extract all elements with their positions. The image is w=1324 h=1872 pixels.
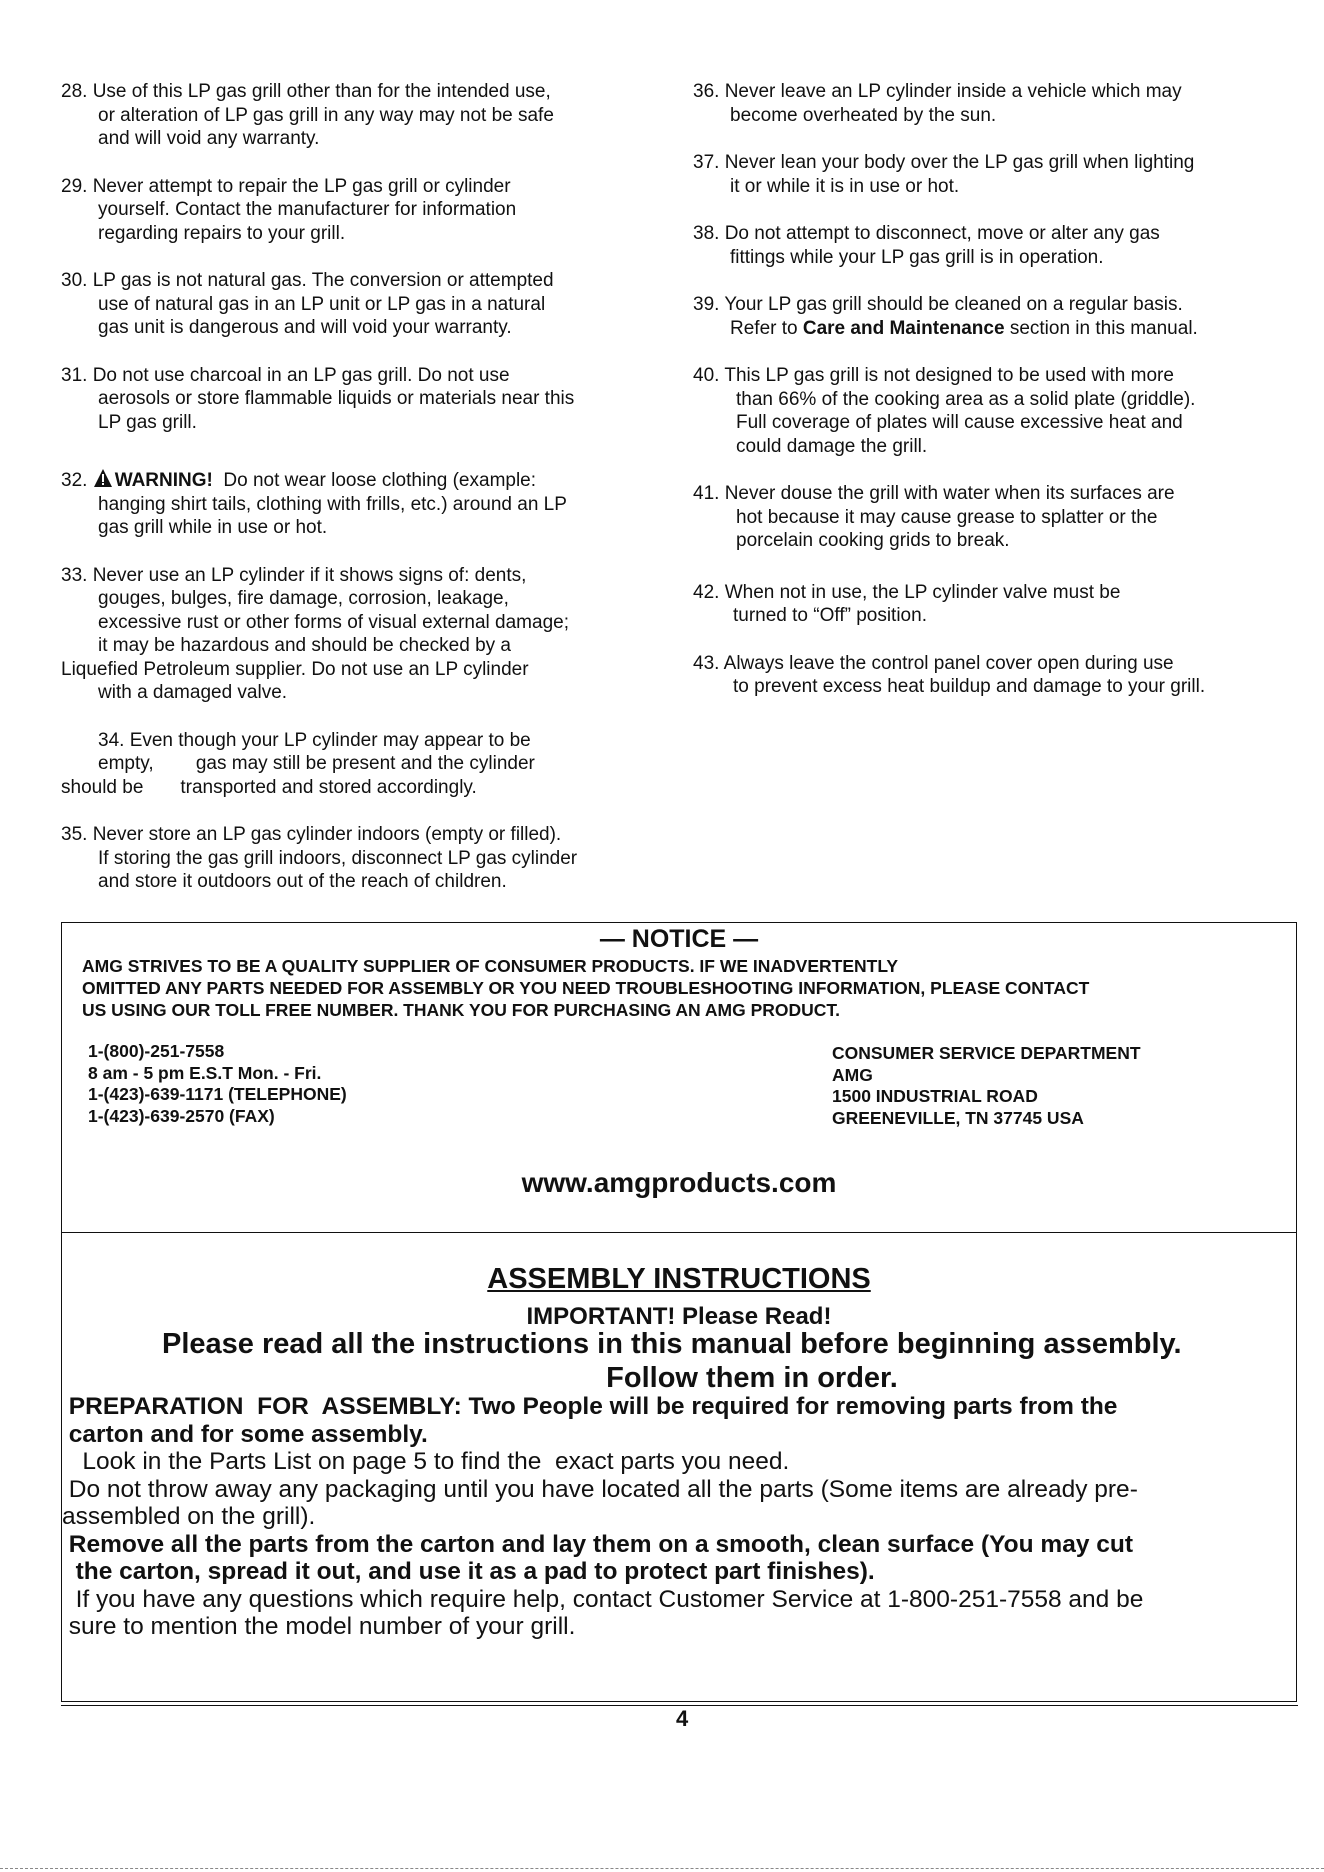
rule-42: 42. When not in use, the LP cylinder valve must be turned to “Off” position. <box>693 581 1121 626</box>
rule-30: 30. LP gas is not natural gas. The conversion or attempted use of natural gas in an LP unit or LP gas in a natural gas unit is dangerous and will void your warranty. <box>61 270 554 338</box>
rule-28: 28. Use of this LP gas grill other than for the intended use, or alteration of LP gas grill in any way may not be safe and will void any warranty. <box>61 81 554 149</box>
rule-40: 40. This LP gas grill is not designed to be used with more than 66% of the cooking area as a solid plate (griddle). Full coverage of plates will cause excessive heat and could damage the grill. <box>693 365 1196 457</box>
rule-33: 33. Never use an LP cylinder if it shows signs of: dents, gouges, bulges, fire damage, corrosion, leakage, excessive rust or other forms of visual external damage; it may be hazardous and should be checked by a Liquefied Petroleum supplier. Do not use an LP cylinder with a damaged valve. <box>61 564 569 703</box>
bottom-divider <box>0 1868 1324 1869</box>
notice-section <box>62 923 1296 1233</box>
preparation-paragraph: PREPARATION FOR ASSEMBLY: Two People will be required for removing parts from the <box>62 1393 1118 1420</box>
rule-39: 39. Your LP gas grill should be cleaned on a regular basis. Refer to Care and Maintenance section in this manual. <box>693 294 1198 339</box>
page-number: 4 <box>676 1706 689 1731</box>
rule-37: 37. Never lean your body over the LP gas grill when lighting it or while it is in use or hot. <box>693 152 1195 197</box>
rule-41: 41. Never douse the grill with water when its surfaces are hot because it may cause grease to splatter or the porcelain cooking grids to break. <box>693 483 1175 551</box>
assembly-body: PREPARATION FOR ASSEMBLY: Two People will be required for removing parts from the carton and for some assembly. Look in the Parts List on page 5 to find the exact parts you need. Do not throw away any packaging until you have located all the parts (Some items are already pre- assembled on the grill). Remove all the parts from the carton and lay them on a smooth, clean surface (You may cut the carton, spread it out, and use it as a pad to protect part finishes). If you have any questions which require help, contact Customer Service at 1-800-251-7558 and be sure to mention the model number of your grill. <box>62 1393 1298 1641</box>
remove-parts-paragraph: Remove all the parts from the carton and lay them on a smooth, clean surface (You may cut <box>62 1530 1134 1558</box>
rule-38: 38. Do not attempt to disconnect, move or alter any gas fittings while your LP gas grill is in operation. <box>693 223 1160 268</box>
rule-35: 35. Never store an LP gas cylinder indoors (empty or filled). If storing the gas grill indoors, disconnect LP gas cylinder and store it outdoors out of the reach of children. <box>61 824 578 892</box>
telephone-number: 1-(423)-639-1171 (TELEPHONE) <box>88 1084 347 1104</box>
fax-number: 1-(423)-639-2570 (FAX) <box>88 1105 275 1126</box>
phone-contacts <box>88 1041 347 1127</box>
notice-title: — NOTICE — <box>599 925 759 953</box>
rule-31: 31. Do not use charcoal in an LP gas grill. Do not use aerosols or store flammable liquids or materials near this LP gas grill. <box>61 364 575 433</box>
assembly-title: ASSEMBLY INSTRUCTIONS <box>487 1263 871 1295</box>
mailing-address: CONSUMER SERVICE DEPARTMENT AMG 1500 INDUSTRIAL ROAD GREENEVILLE, TN 37745 USA <box>832 1043 1141 1128</box>
rule-43: 43. Always leave the control panel cover open during use to prevent excess heat buildup and damage to your grill. <box>693 652 1206 697</box>
toll-free-number: 1-(800)-251-7558 <box>88 1041 225 1061</box>
important-heading: IMPORTANT! Please Read! <box>526 1303 832 1330</box>
rule-36: 36. Never leave an LP cylinder inside a vehicle which may become overheated by the sun. <box>693 81 1182 126</box>
notice-text: AMG STRIVES TO BE A QUALITY SUPPLIER OF CONSUMER PRODUCTS. IF WE INADVERTENTLY OMITTED ANY PARTS NEEDED FOR ASSEMBLY OR YOU NEED TROUBLESHOOTING INFORMATION, PLEASE CONTACT US USING OUR TOLL FREE NUMBER. THANK YOU FOR PURCHASING AN AMG PRODUCT. <box>82 956 1090 1020</box>
rule-29: 29. Never attempt to repair the LP gas grill or cylinder yourself. Contact the manufacturer for information regarding repairs to your grill. <box>61 175 517 244</box>
care-maintenance-reference: Care and Maintenance <box>802 317 1005 339</box>
safety-rules-right-column <box>693 80 1323 723</box>
warning-label: WARNING! <box>114 470 213 491</box>
read-instructions-heading: Please read all the instructions in this manual before beginning assembly. Follow them in order. <box>162 1328 1182 1394</box>
website-link[interactable]: www.amgproducts.com <box>521 1167 837 1198</box>
business-hours: 8 am - 5 pm E.S.T Mon. - Fri. <box>88 1062 322 1083</box>
notice-assembly-box <box>61 922 1297 1702</box>
rule-32: 32. WARNING! Do not wear loose clothing (example: hanging shirt tails, clothing with frills, etc.) around an LP gas grill while in use or hot. <box>61 470 567 538</box>
safety-rules-left-column <box>61 80 681 918</box>
questions-paragraph: If you have any questions which require help, contact Customer Service at 1-800-251-7558 and be <box>62 1585 1144 1613</box>
warning-triangle-icon <box>93 468 113 488</box>
rule-34: 34. Even though your LP cylinder may appear to be empty, gas may still be present and the cylinder should be transported and stored accordingly. <box>61 729 535 798</box>
packaging-paragraph: Do not throw away any packaging until you have located all the parts (Some items are already pre- <box>62 1475 1138 1503</box>
